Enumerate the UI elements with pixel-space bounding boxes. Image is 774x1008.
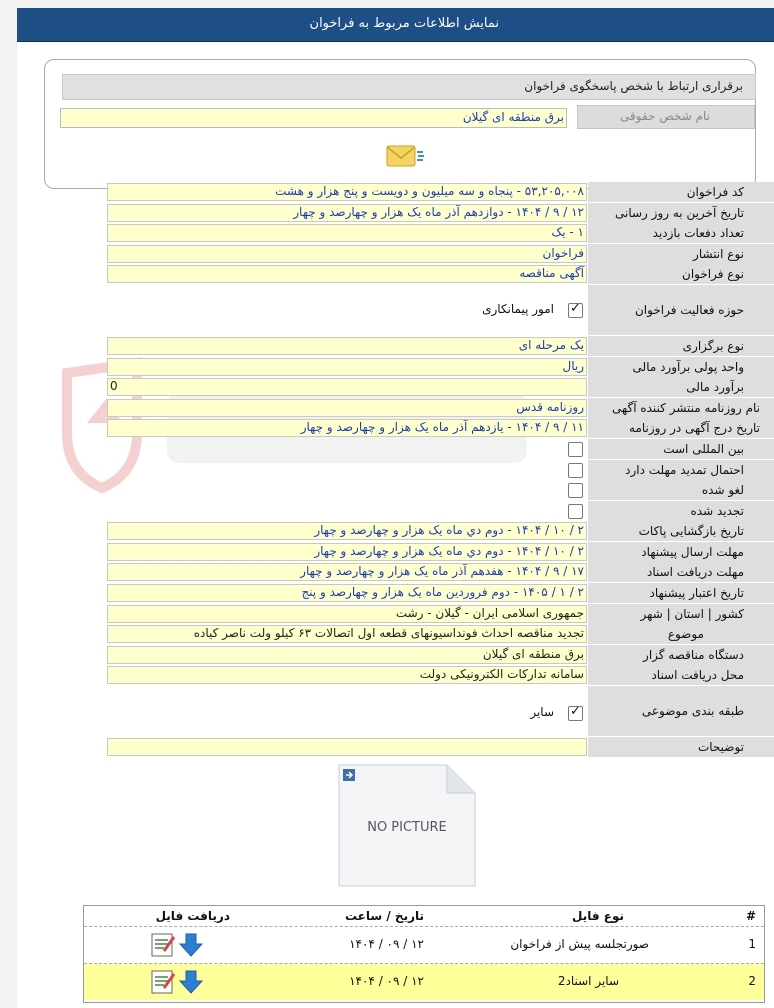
- header-bar: [17, 8, 774, 42]
- category-checkbox[interactable]: [568, 706, 583, 721]
- category-option: سایر: [530, 705, 554, 719]
- row-location: کشور | استان | شهر جمهوری اسلامی ایران - گیلان - رشت: [107, 604, 774, 624]
- row-cancelled: لغو شده: [107, 480, 774, 500]
- international-checkbox[interactable]: [568, 442, 583, 457]
- row-category: طبقه بندی موضوعی ✓ سایر: [107, 686, 774, 736]
- files-table: [83, 905, 765, 1003]
- row-currency: واحد پولی برآورد مالی ریال: [107, 357, 774, 377]
- activity-option: امور پیمانکاری: [482, 302, 554, 316]
- table-row: 2 سایر اسناد2 ۱۲ / ۰۹ / ۱۴۰۴: [84, 964, 764, 1000]
- code-value: ۵۳,۲۰۵,۰۰۸ - پنجاه و سه میلیون و دویست و پنج هزار و هشت: [275, 184, 584, 198]
- row-extension: احتمال تمدید مهلت دارد: [107, 460, 774, 480]
- row-newspaper: نام روزنامه منتشر کننده آگهی روزنامه قدس: [107, 398, 774, 418]
- table-header: # نوع فایل تاریخ / ساعت دریافت فایل: [84, 906, 764, 927]
- row-publish-type: نوع انتشار فراخوان: [107, 244, 774, 264]
- renewed-checkbox[interactable]: [568, 504, 583, 519]
- contact-header[interactable]: [62, 74, 756, 100]
- row-renewed: تجدید شده: [107, 501, 774, 521]
- row-activity: حوزه فعالیت فراخوان ✓ امور پیمانکاری: [107, 285, 774, 335]
- row-hold-type: نوع برگزاری یک مرحله ای: [107, 336, 774, 356]
- legal-person-value: برق منطقه ای گیلان: [60, 108, 567, 128]
- download-button[interactable]: [150, 968, 206, 996]
- row-news-date: تاریخ درج آگهی در روزنامه ۱۱ / ۹ / ۱۴۰۴ - یازدهم آذر ماه یک هزار و چهارصد و چهار: [107, 418, 774, 438]
- row-last-update: تاریخ آخرین به روز رسانی ۱۲ / ۹ / ۱۴۰۴ - دوازدهم آذر ماه یک هزار و چهارصد و چهار: [107, 203, 774, 223]
- row-estimate: برآورد مالی 0: [107, 377, 774, 397]
- row-submit-deadline: مهلت ارسال پیشنهاد ۲ / ۱۰ / ۱۴۰۴ - دوم دي ماه یک هزار و چهارصد و چهار: [107, 542, 774, 562]
- page: [17, 8, 774, 1008]
- page-title: نمایش اطلاعات مربوط به فراخوان: [309, 16, 499, 31]
- row-notes: توضیحات: [107, 737, 774, 757]
- no-picture-icon: [337, 763, 477, 888]
- row-organizer: دستگاه مناقصه گزار برق منطقه ای گیلان: [107, 645, 774, 665]
- row-opening-date: تاریخ بازگشایی پاکات ۲ / ۱۰ / ۱۴۰۴ - دوم دي ماه یک هزار و چهارصد و چهار: [107, 521, 774, 541]
- row-doc-place: محل دریافت اسناد سامانه تدارکات الکترونیکی دولت: [107, 665, 774, 685]
- no-picture-text: NO PICTURE: [367, 820, 447, 835]
- table-row: 1 صورتجلسه پیش از فراخوان ۱۲ / ۰۹ / ۱۴۰۴: [84, 927, 764, 964]
- row-subject: موضوع تجدید مناقصه احداث فونداسیونهای قطعه اول اتصالات ۶۳ کیلو ولت ناصر کیاده: [107, 624, 774, 644]
- row-doc-deadline: مهلت دریافت اسناد ۱۷ / ۹ / ۱۴۰۴ - هفدهم آذر ماه یک هزار و چهارصد و چهار: [107, 562, 774, 582]
- activity-checkbox[interactable]: [568, 303, 583, 318]
- cancelled-checkbox[interactable]: [568, 483, 583, 498]
- row-international: بین المللی است: [107, 439, 774, 459]
- download-button[interactable]: [150, 931, 206, 959]
- row-code: کد فراخوان ۵۳,۲۰۵,۰۰۸ - پنجاه و سه میلیون و دویست و پنج هزار و هشت: [107, 182, 774, 202]
- envelope-icon[interactable]: [385, 142, 425, 172]
- contact-box: [44, 59, 756, 189]
- contact-title: برقراری ارتباط با شخص پاسخگوی فراخوان: [524, 79, 743, 93]
- row-call-type: نوع فراخوان آگهی مناقصه: [107, 264, 774, 284]
- row-validity: تاریخ اعتبار پیشنهاد ۲ / ۱ / ۱۴۰۵ - دوم فروردین ماه یک هزار و چهارصد و پنج: [107, 583, 774, 603]
- legal-person-label: نام شخص حقوقی: [577, 105, 755, 129]
- extension-checkbox[interactable]: [568, 463, 583, 478]
- row-visits: تعداد دفعات بازدید ۱ - یک: [107, 223, 774, 243]
